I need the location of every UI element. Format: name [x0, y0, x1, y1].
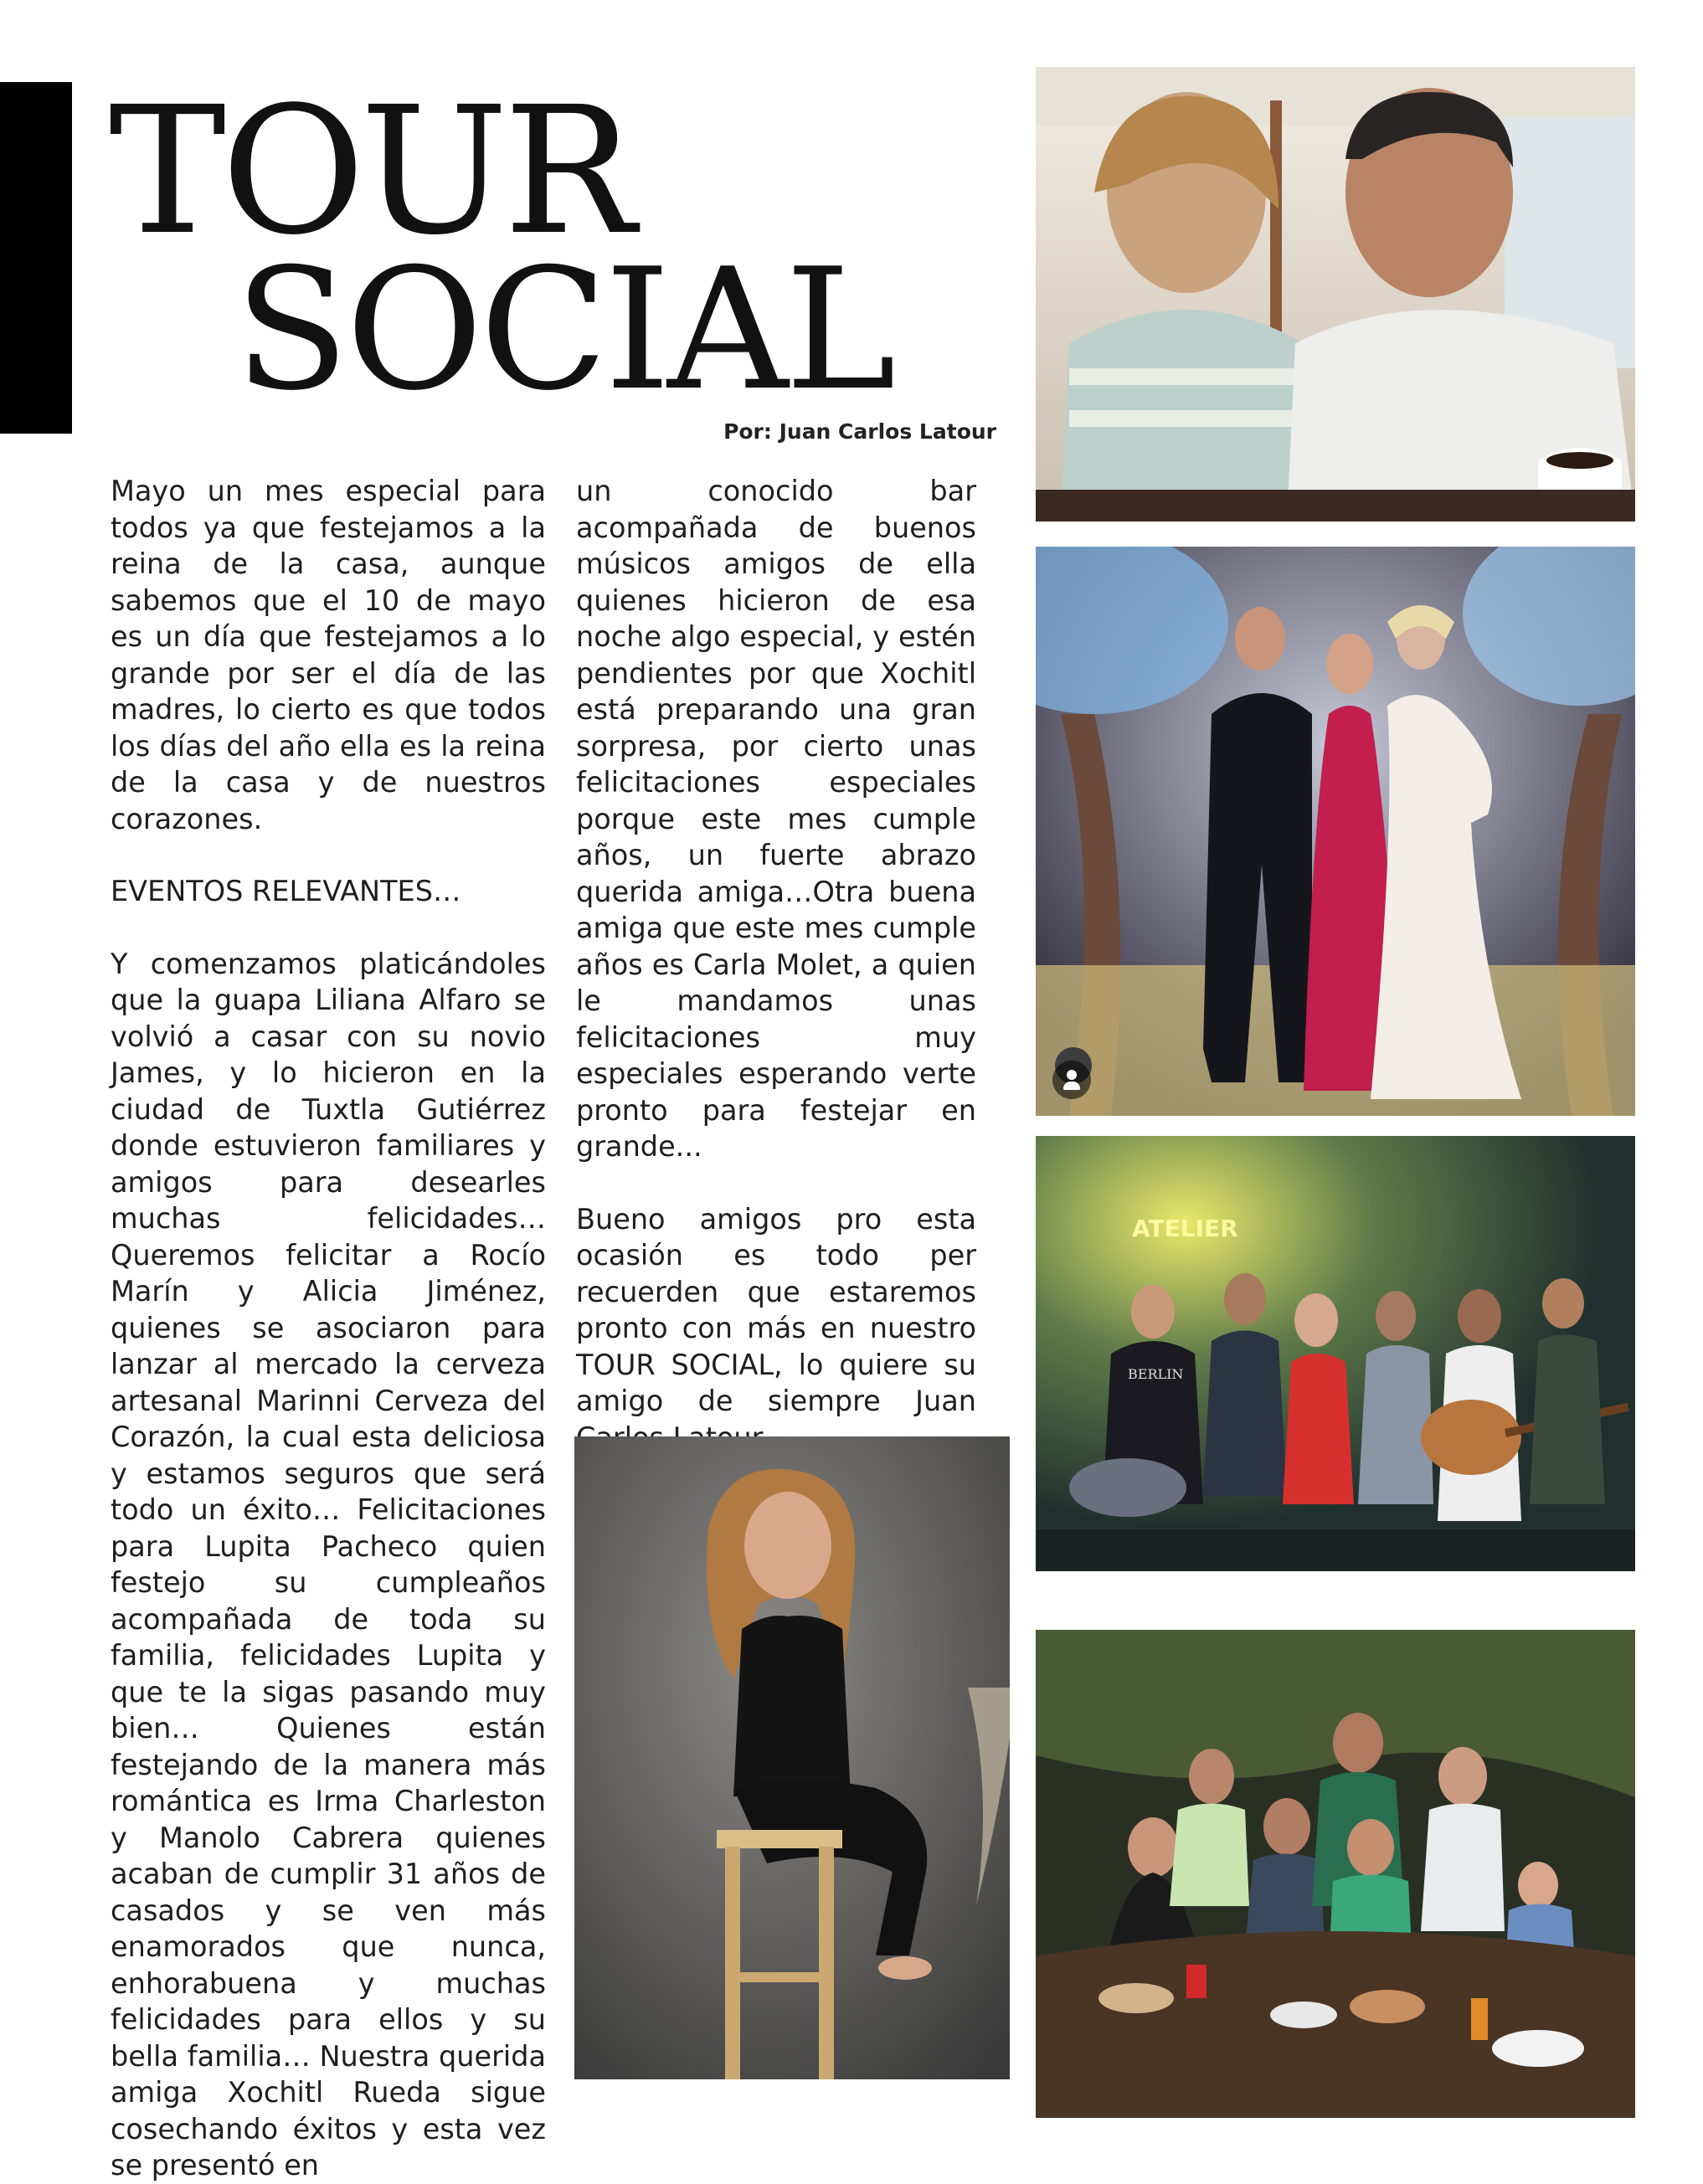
article-column-left — [111, 473, 546, 2184]
bar-sign-text: ATELIER — [1132, 1215, 1238, 1242]
couple-photo — [1036, 67, 1635, 522]
title-line-2: SOCIAL — [234, 233, 893, 428]
portrait-photo-image — [574, 1436, 1010, 2079]
byline: Por: Juan Carlos Latour — [723, 419, 996, 444]
side-accent-bar — [0, 82, 72, 434]
user-icon — [1052, 1061, 1091, 1099]
portrait-photo — [574, 1436, 1010, 2079]
title-line-1: TOUR — [109, 69, 631, 274]
band-photo-image — [1036, 1136, 1635, 1571]
shirt-text: BERLIN — [1128, 1366, 1184, 1382]
paragraph: un conocido bar acompañada de buenos músicos amigos de ella quienes hicieron de esa noche algo especial, y estén pendientes por que Xochitl está preparando una gran sorpresa, por cierto unas felicitaciones especiales porque este mes cumple años, un fuerte abrazo querida amiga…Otra buena amiga que este mes cumple años es Carla Molet, a quien le mandamos unas felicitaciones muy especiales esperando verte pronto para festejar en grande... — [576, 475, 976, 1163]
wedding-photo — [1036, 547, 1635, 1116]
article-column-middle — [576, 473, 976, 1456]
section-heading: EVENTOS RELEVANTES… — [111, 875, 461, 907]
paragraph: Mayo un mes especial para todos ya que festejamos a la reina de la casa, aunque sabemos que el 10 de mayo es un día que festejamos a lo grande por ser el día de las madres, lo cierto es que todos los días del año ella es la reina de la casa y de nuestros corazones. — [111, 475, 546, 835]
wedding-photo-image — [1036, 547, 1635, 1116]
family-dinner-photo-image — [1036, 1630, 1635, 2118]
band-photo — [1036, 1136, 1635, 1571]
family-dinner-photo — [1036, 1630, 1635, 2118]
paragraph: Bueno amigos pro esta ocasión es todo per recuerden que estaremos pronto con más en nuestro TOUR SOCIAL, lo quiere su amigo de siempre Juan — [576, 1202, 976, 1417]
couple-photo-image — [1036, 67, 1635, 522]
masthead — [109, 69, 1021, 444]
paragraph: Y comenzamos platicándoles que la guapa Liliana Alfaro se volvió a casar con su novio James, y lo hicieron en la ciudad de Tuxtla Gutiérrez donde estuvieron familiares y amigos para desearles muchas felicidades…Queremos felicitar a Rocío Marín y Alicia Jiménez, quienes se asociaron para lanzar al mercado la cerveza artesanal Marinni Cerveza del Corazón, la cual esta deliciosa y estamos seguros que será todo un éxito… Felicitaciones para Lupita Pacheco quien festejo su cumpleaños acompañada de toda su familia, felicidades Lupita y que te la sigas pasando muy bien… Quienes están festejando de la manera más romántica es Irma Charleston y Manolo Cabrera quienes acaban de cumplir 31 años de casados y se ven más enamorados que nunca, enhorabuena y muchas felicidades para ellos y su bella familia… Nuestra querida amiga Xochitl Rueda sigue cosechando éxitos y esta vez se presentó en — [111, 947, 546, 2181]
